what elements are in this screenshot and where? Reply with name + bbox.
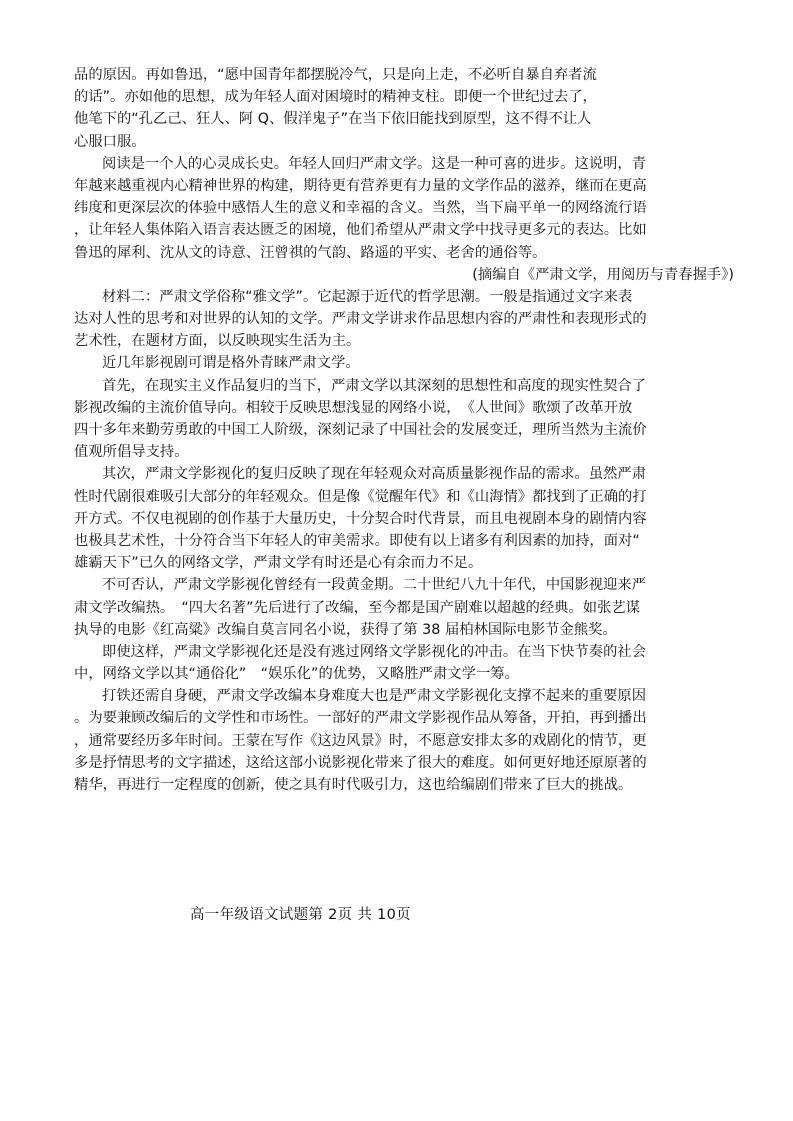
text-line: 他笔下的“孔乙己、狂人、阿 Q、假洋鬼子”在当下依旧能找到原型，这不得不让人 [74, 111, 592, 128]
text-line: 也极具艺术性，十分符合当下年轻人的审美需求。即使有以上诸多有利因素的加持，面对“ [74, 532, 640, 549]
text-line: 影视改编的主流价值导向。相较于反映思想浅显的网络小说， 《人世间》歌颂了改革开放 [74, 399, 633, 416]
text-line: 的话”。亦如他的思想，成为年轻人面对困境时的精神支柱。即便一个世纪过去了， [74, 89, 597, 106]
text-line: 不可否认，严肃文学影视化曾经有一段黄金期。二十世纪八九十年代，中国影视迎来严 [102, 577, 647, 594]
text-line: 材料二：严肃文学俗称“雅文学”。它起源于近代的哲学思潮。一般是指通过文字来表 [102, 288, 633, 305]
text-line: 。为要兼顾改编后的文学性和市场性。一部好的严肃文学影视作品从筹备，开拍，再到播出 [74, 710, 647, 727]
text-line: 值观所倡导支持。 [74, 444, 189, 461]
text-line: ，通常要经历多年时间。王蒙在写作《这边风景》时，不愿意安排太多的戏剧化的情节，更 [74, 732, 647, 749]
text-line: ，让年轻人集体陷入语言表达匮乏的困境，他们希望从严肃文学中找寻更多元的表达。比如 [74, 222, 647, 239]
text-line: 雄霸天下”已久的网络文学，严肃文学有时还是心有余而力不足。 [74, 555, 483, 572]
page-footer: 高一年级语文试题第 2页 共 10页 [190, 907, 411, 923]
text-line: 打铁还需自身硬，严肃文学改编本身难度大也是严肃文学影视化支撑不起来的重要原因 [102, 688, 647, 705]
text-line: 多是抒情思考的文字描述，这给这部小说影视化带来了很大的难度。如何更好地还原原著的 [74, 754, 647, 771]
text-line: 纬度和更深层次的体验中感悟人生的意义和幸福的含义。当然，当下扁平单一的网络流行语 [74, 200, 647, 217]
source-citation: (摘编自《严肃文学，用阅历与青春握手》) [472, 266, 734, 283]
text-line: 其次，严肃文学影视化的复归反映了现在年轻观众对高质量影视作品的需求。虽然严肃 [102, 466, 647, 483]
text-line: 中，网络文学以其“通俗化” “娱乐化”的优势，又略胜严肃文学一筹。 [74, 666, 519, 683]
document-body [74, 64, 734, 796]
text-line: 四十多年来勤劳勇敢的中国工人阶级，深刻记录了中国社会的发展变迁，理所当然为主流价 [74, 422, 647, 438]
text-line: 精华，再进行一定程度的创新，使之具有时代吸引力，这也给编剧们带来了巨大的挑战。 [74, 777, 633, 793]
text-line: 首先，在现实主义作品复归的当下，严肃文学以其深刻的思想性和高度的现实性契合了 [102, 377, 647, 394]
text-line: 开方式。不仅电视剧的创作基于大量历史，十分契合时代背景，而且电视剧本身的剧情内容 [74, 510, 647, 527]
text-line: 近几年影视剧可谓是格外青睐严肃文学。 [102, 355, 360, 372]
text-line: 肃文学改编热。 “四大名著”先后进行了改编，至今都是国产剧难以超越的经典。如张艺谋 [74, 599, 641, 616]
text-line: 年越来越重视内心精神世界的构建，期待更有营养更有力量的文学作品的滋养，继而在更高 [74, 177, 647, 194]
text-line: 品的原因。再如鲁迅，“愿中国青年都摆脱冷气，只是向上走，不必听自暴自弃者流 [74, 67, 597, 83]
text-line: 阅读是一个人的心灵成长史。年轻人回归严肃文学。这是一种可喜的进步。这说明，青 [102, 155, 647, 172]
text-line: 执导的电影《红高粱》改编自莫言同名小说，获得了第 38 届柏林国际电影节金熊奖。 [74, 621, 617, 638]
text-line: 达对人性的思考和对世界的认知的文学。严肃文学讲求作品思想内容的严肃性和表现形式的 [74, 311, 647, 328]
text-line: 艺术性，在题材方面，以反映现实生活为主。 [74, 333, 361, 350]
text-line: 性时代剧很难吸引大部分的年轻观众。但是像《觉醒年代》和《山海情》都找到了正确的打 [74, 488, 647, 505]
text-line: 鲁迅的犀利、沈从文的诗意、汪曾祺的气韵、路遥的平实、老舍的通俗等。 [74, 244, 547, 261]
text-line: 即使这样，严肃文学影视化还是没有逃过网络文学影视化的冲击。在当下快节奏的社会 [102, 643, 647, 660]
text-line: 心服口服。 [74, 133, 146, 150]
